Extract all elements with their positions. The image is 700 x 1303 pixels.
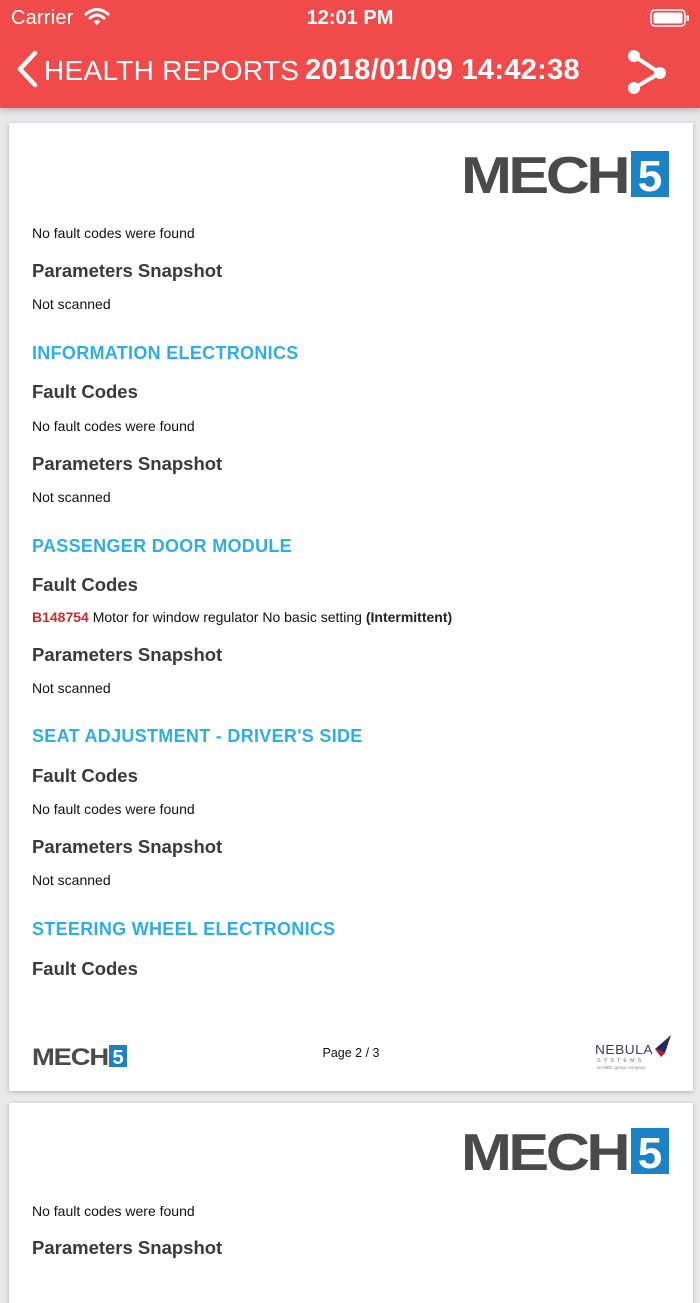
fault-status-text: No fault codes were found xyxy=(32,225,195,241)
svg-text:5: 5 xyxy=(637,152,663,197)
report-page-2[interactable] xyxy=(9,123,693,1091)
page-number: Page 2 / 3 xyxy=(322,1046,380,1060)
nebula-systems-logo xyxy=(595,1035,671,1071)
svg-text:NEBULA: NEBULA xyxy=(595,1042,653,1057)
parameters-status-text: Not scanned xyxy=(32,872,111,888)
share-icon xyxy=(622,48,672,96)
fault-codes-heading: Fault Codes xyxy=(32,574,138,595)
svg-text:5: 5 xyxy=(112,1047,124,1067)
status-time: 12:01 PM xyxy=(306,7,394,29)
navigation-bar xyxy=(0,40,700,104)
parameters-status-text: Not scanned xyxy=(32,680,111,696)
report-timestamp-title: 2018/01/09 14:42:38 xyxy=(305,54,580,86)
svg-text:an MBC group company: an MBC group company xyxy=(597,1065,646,1070)
parameters-snapshot-heading: Parameters Snapshot xyxy=(32,453,223,474)
header-bar xyxy=(0,0,700,108)
fault-description: Motor for window regulator No basic setting xyxy=(92,609,362,625)
back-button[interactable] xyxy=(16,48,299,94)
carrier-label: Carrier xyxy=(11,7,74,29)
share-button[interactable] xyxy=(622,48,672,96)
section-title: INFORMATION ELECTRONICS xyxy=(32,343,299,363)
fault-code-entry xyxy=(32,609,452,625)
parameters-status-text: Not scanned xyxy=(32,296,111,312)
svg-text:SYSTEMS: SYSTEMS xyxy=(597,1058,645,1064)
svg-text:MECH: MECH xyxy=(461,1128,628,1174)
parameters-snapshot-heading: Parameters Snapshot xyxy=(32,836,223,857)
fault-code: B148754 xyxy=(32,609,89,625)
fault-status-text: No fault codes were found xyxy=(32,1203,195,1219)
parameters-snapshot-heading: Parameters Snapshot xyxy=(32,260,223,281)
fault-status-text: No fault codes were found xyxy=(32,418,195,434)
parameters-snapshot-heading: Parameters Snapshot xyxy=(32,1237,223,1258)
section-title: PASSENGER DOOR MODULE xyxy=(32,536,292,556)
fault-codes-heading: Fault Codes xyxy=(32,958,138,979)
mech5-logo xyxy=(461,1128,669,1174)
parameters-snapshot-heading: Parameters Snapshot xyxy=(32,644,223,665)
chevron-left-icon xyxy=(16,50,38,93)
svg-text:MECH: MECH xyxy=(461,151,628,197)
fault-status-flag: (Intermittent) xyxy=(365,609,453,625)
back-button-label: HEALTH REPORTS xyxy=(44,55,300,86)
parameters-status-text: Not scanned xyxy=(32,489,111,505)
section-title: SEAT ADJUSTMENT - DRIVER'S SIDE xyxy=(32,726,363,746)
report-page-3[interactable] xyxy=(9,1103,693,1303)
svg-text:5: 5 xyxy=(637,1129,663,1174)
svg-text:MECH: MECH xyxy=(32,1045,108,1067)
fault-status-text: No fault codes were found xyxy=(32,801,195,817)
mech5-logo xyxy=(461,151,669,197)
fault-codes-heading: Fault Codes xyxy=(32,765,138,786)
status-bar xyxy=(0,0,700,36)
fault-codes-heading: Fault Codes xyxy=(32,381,138,402)
battery-icon xyxy=(650,9,690,27)
section-title: STEERING WHEEL ELECTRONICS xyxy=(32,919,336,939)
